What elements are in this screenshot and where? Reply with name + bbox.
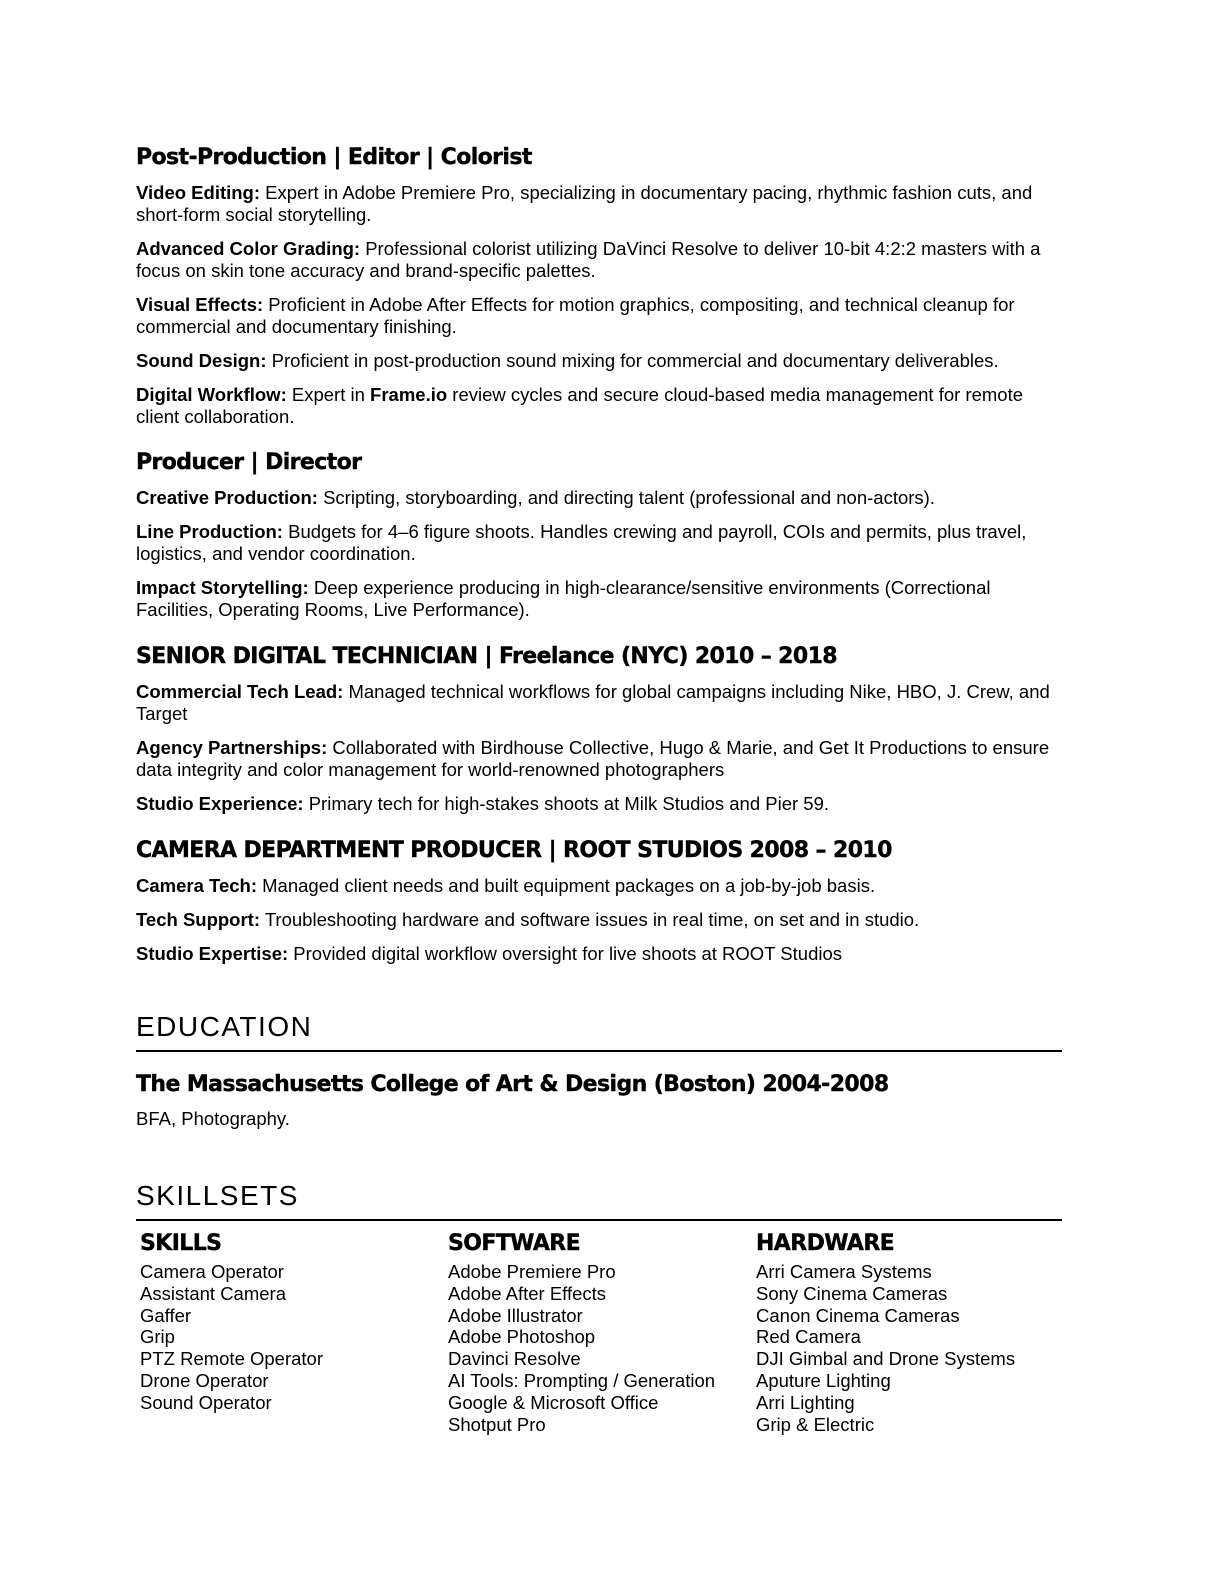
list-item: Red Camera bbox=[756, 1326, 861, 1348]
list-item: Google & Microsoft Office bbox=[448, 1391, 659, 1413]
list-item: Shotput Pro bbox=[448, 1413, 546, 1435]
entry-agency-partnerships: Agency Partnerships: Collaborated with Birdhouse Collective, Hugo & Marie, and Get It Productions to ensure data integrity and color management for world-renowned photographers bbox=[136, 737, 1050, 780]
entry-sound-design: Sound Design: Proficient in post-production sound mixing for commercial and documentary deliverables. bbox=[136, 350, 999, 371]
list-item: Camera Operator bbox=[140, 1261, 284, 1282]
list-item: Adobe Photoshop bbox=[448, 1326, 596, 1348]
list-item: AI Tools: Prompting / Generation bbox=[448, 1369, 716, 1391]
list-item: Arri Lighting bbox=[756, 1391, 855, 1413]
list-item: Grip bbox=[140, 1326, 175, 1348]
education-section bbox=[136, 1010, 1062, 1130]
producer-section bbox=[136, 448, 1062, 621]
software-column bbox=[448, 1231, 748, 1435]
section-heading: Producer | Director bbox=[136, 450, 362, 475]
skillsets-section bbox=[136, 1179, 1062, 1435]
education-divider bbox=[136, 1050, 1062, 1052]
section-heading: Post-Production | Editor | Colorist bbox=[136, 145, 532, 170]
hardware-list bbox=[756, 1261, 1056, 1435]
degree-text: BFA, Photography. bbox=[136, 1108, 290, 1129]
entry-video-editing: Video Editing: Expert in Adobe Premiere Pro, specializing in documentary pacing, rhythmic fashion cuts, and short-form social storytelling. bbox=[136, 182, 1033, 225]
list-item: Sound Operator bbox=[140, 1391, 272, 1413]
software-heading: SOFTWARE bbox=[448, 1231, 581, 1256]
entry-impact-storytelling: Impact Storytelling: Deep experience producing in high-clearance/sensitive environments (Correctional Facilities, Operating Rooms, Live Performance). bbox=[136, 577, 991, 620]
list-item: Gaffer bbox=[140, 1304, 192, 1326]
skills-heading: SKILLS bbox=[140, 1231, 222, 1256]
list-item: Adobe Illustrator bbox=[448, 1304, 583, 1326]
hardware-column bbox=[756, 1231, 1056, 1435]
entry-camera-tech: Camera Tech: Managed client needs and built equipment packages on a job-by-job basis. bbox=[136, 875, 876, 896]
entry-line-production: Line Production: Budgets for 4–6 figure shoots. Handles crewing and payroll, COIs and permits, plus travel, logistics, and vendor coordination. bbox=[136, 521, 1027, 564]
education-title: EDUCATION bbox=[136, 1011, 313, 1042]
list-item: Adobe Premiere Pro bbox=[448, 1261, 616, 1282]
senior-digital-technician-section bbox=[136, 642, 1062, 815]
entry-studio-expertise: Studio Expertise: Provided digital workflow oversight for live shoots at ROOT Studios bbox=[136, 943, 843, 964]
section-heading: SENIOR DIGITAL TECHNICIAN | Freelance (NYC) 2010 – 2018 bbox=[136, 644, 838, 669]
entry-studio-experience: Studio Experience: Primary tech for high-stakes shoots at Milk Studios and Pier 59. bbox=[136, 793, 830, 814]
list-item: Assistant Camera bbox=[140, 1282, 286, 1304]
list-item: Davinci Resolve bbox=[448, 1348, 581, 1370]
school-heading: The Massachusetts College of Art & Design (Boston) 2004-2008 bbox=[136, 1072, 889, 1097]
list-item: Adobe After Effects bbox=[448, 1282, 607, 1304]
skillsets-title: SKILLSETS bbox=[136, 1180, 299, 1211]
section-heading: CAMERA DEPARTMENT PRODUCER | ROOT STUDIOS 2008 – 2010 bbox=[136, 838, 892, 863]
entry-visual-effects: Visual Effects: Proficient in Adobe After Effects for motion graphics, compositing, and technical cleanup for commercial and documentary finishing. bbox=[136, 294, 1015, 337]
list-item: Arri Camera Systems bbox=[756, 1261, 932, 1282]
skillsets-divider bbox=[136, 1219, 1062, 1221]
skills-column bbox=[140, 1231, 440, 1414]
list-item: Aputure Lighting bbox=[756, 1369, 891, 1391]
entry-digital-workflow: Digital Workflow: Expert in Frame.io review cycles and secure cloud-based media management for remote client collaboration. bbox=[136, 384, 1023, 427]
skills-list bbox=[140, 1261, 440, 1414]
list-item: Grip & Electric bbox=[756, 1413, 875, 1435]
entry-color-grading: Advanced Color Grading: Professional colorist utilizing DaVinci Resolve to deliver 10-bit 4:2:2 masters with a focus on skin tone accuracy and brand-specific palettes. bbox=[136, 238, 1041, 281]
hardware-heading: HARDWARE bbox=[756, 1231, 895, 1256]
list-item: Drone Operator bbox=[140, 1369, 269, 1391]
entry-tech-support: Tech Support: Troubleshooting hardware and software issues in real time, on set and in studio. bbox=[136, 909, 920, 930]
entry-commercial-tech-lead: Commercial Tech Lead: Managed technical workflows for global campaigns including Nike, HBO, J. Crew, and Target bbox=[136, 681, 1050, 724]
post-production-section bbox=[136, 143, 1062, 428]
software-list bbox=[448, 1261, 748, 1435]
camera-department-section bbox=[136, 836, 1062, 965]
list-item: Sony Cinema Cameras bbox=[756, 1282, 948, 1304]
list-item: DJI Gimbal and Drone Systems bbox=[756, 1348, 1016, 1370]
list-item: Canon Cinema Cameras bbox=[756, 1304, 960, 1326]
list-item: PTZ Remote Operator bbox=[140, 1348, 324, 1370]
entry-creative-production: Creative Production: Scripting, storyboarding, and directing talent (professional and non-actors). bbox=[136, 487, 935, 508]
